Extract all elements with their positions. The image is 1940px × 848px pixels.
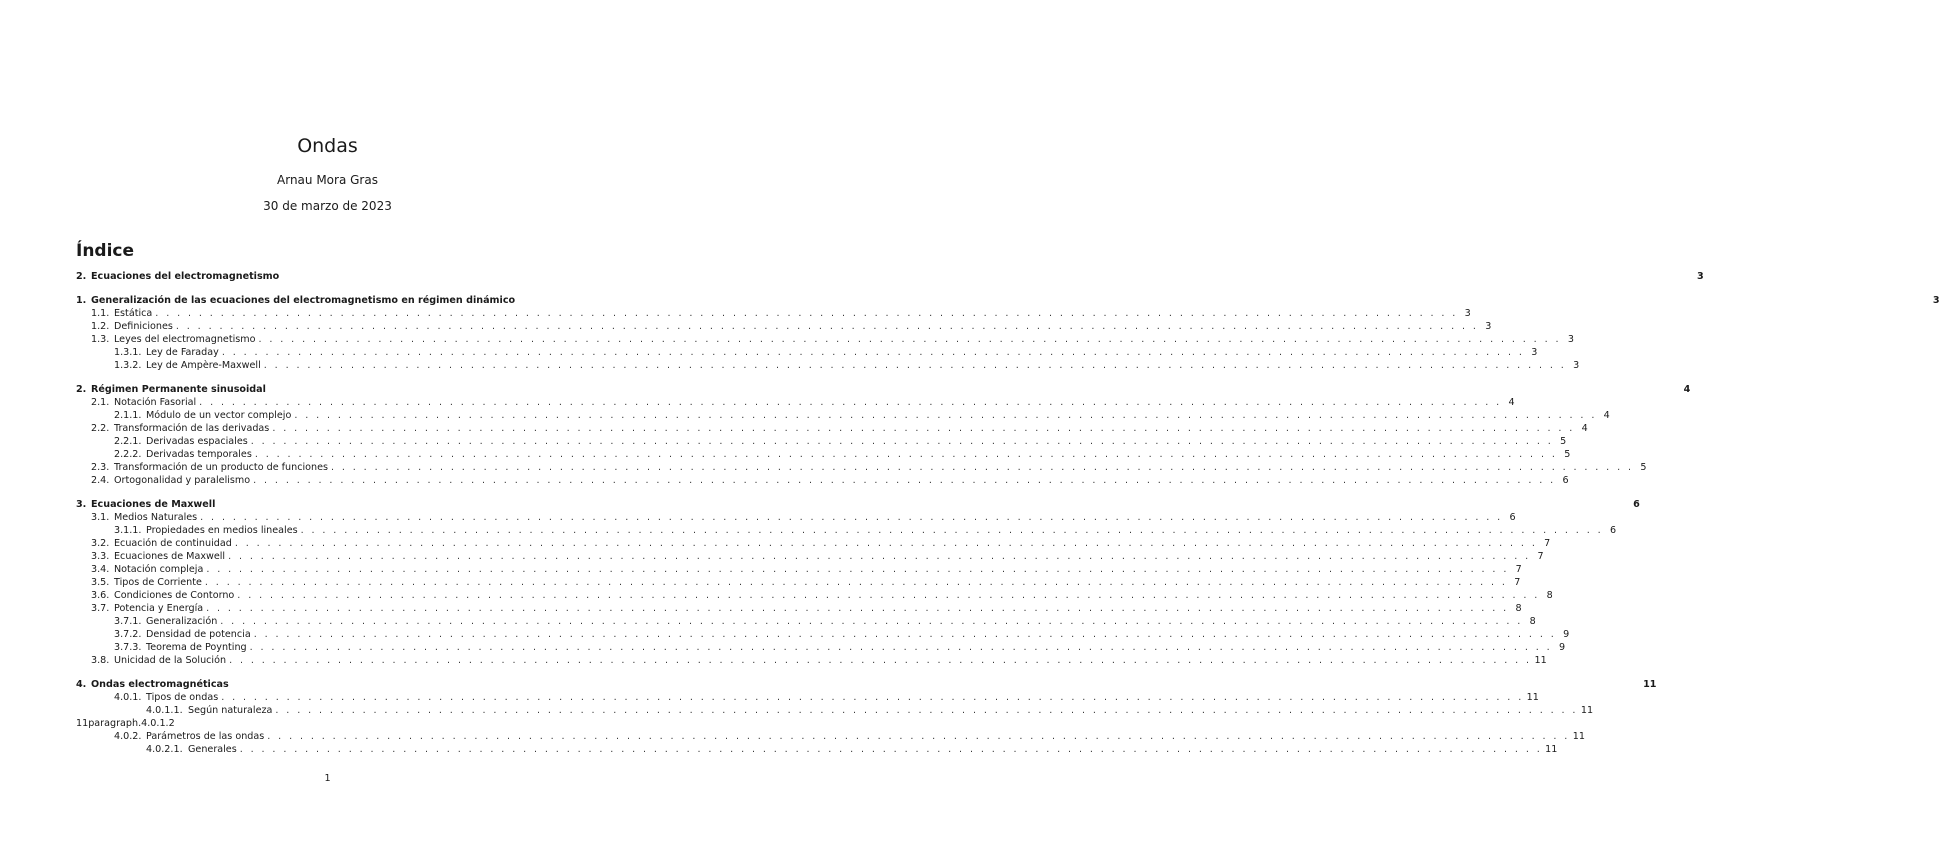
toc-entry[interactable] [76,524,1617,537]
toc-entry-title: Ecuaciones de Maxwell [114,551,226,562]
toc-entry-number: 4. [76,679,87,690]
toc-dot-leader [266,383,1680,396]
toc-entry[interactable] [76,307,1471,320]
toc-entry-page: 7 [1544,538,1551,549]
toc-entry-number: 1.3.2. [114,360,142,371]
toc-entry-title: Definiciones [114,321,173,332]
toc-dot-leader: . . . . . . . . . . . . . . . . . . . . . . . . . . . . . . . . . . . . . . . . . . . . . . . . . . . . . . . . . . . . . . . . . . . . . . . . . . . . . . . . . . . . . . . . . . . . . . . . . . . . . . . . . . . . . . . . . . . . . . . . [199,397,1502,408]
toc-entry-page: 3 [1696,271,1704,282]
toc-entry-number: 3.2. [91,538,110,549]
page-number: 1 [324,773,331,784]
toc-entry[interactable] [76,409,1610,422]
toc-entry-number: 3.6. [91,590,110,601]
toc-dot-leader: . . . . . . . . . . . . . . . . . . . . . . . . . . . . . . . . . . . . . . . . . . . . . . . . . . . . . . . . . . . . . . . . . . . . . . . . . . . . . . . . . . . . . . . . . . . . . . . . . . . . . . . . . . . . . . . . . . . . . . . . [229,655,1532,666]
toc-entry-title: Según naturaleza [188,705,273,716]
toc-dot-leader: . . . . . . . . . . . . . . . . . . . . . . . . . . . . . . . . . . . . . . . . . . . . . . . . . . . . . . . . . . . . . . . . . . . . . . . . . . . . . . . . . . . . . . . . . . . . . . . . . . . . . . . . . . . . . . . . . . . . . . . . [253,475,1556,486]
toc-entry[interactable] [76,270,1704,283]
toc-entry-number: 2.2.2. [114,449,142,460]
toc-entry-number: 3.8. [91,655,110,666]
toc-dot-leader: . . . . . . . . . . . . . . . . . . . . . . . . . . . . . . . . . . . . . . . . . . . . . . . . . . . . . . . . . . . . . . . . . . . . . . . . . . . . . . . . . . . . . . . . . . . . . . . . . . . . . . . . . . . . . . . . . . . . . . . . [234,538,1538,549]
toc-dot-leader: . . . . . . . . . . . . . . . . . . . . . . . . . . . . . . . . . . . . . . . . . . . . . . . . . . . . . . . . . . . . . . . . . . . . . . . . . . . . . . . . . . . . . . . . . . . . . . . . . . . . . . . . . . . . . . . . . . . . . . . . [249,642,1553,653]
toc-entry[interactable] [76,498,1640,511]
toc-entry-number: 2.1.1. [114,410,142,421]
toc-dot-leader: . . . . . . . . . . . . . . . . . . . . . . . . . . . . . . . . . . . . . . . . . . . . . . . . . . . . . . . . . . . . . . . . . . . . . . . . . . . . . . . . . . . . . . . . . . . . . . . . . . . . . . . . . . . . . . . . . . . . . . . . [272,423,1575,434]
toc-entry[interactable] [76,691,1539,704]
toc-entry-page: 3 [1464,308,1471,319]
toc-entry[interactable] [76,359,1580,372]
toc-entry-title: Derivadas espaciales [146,436,248,447]
toc-entry-title: Régimen Permanente sinusoidal [91,384,266,395]
toc-entry-title: Transformación de las derivadas [114,423,270,434]
toc-entry-page: 11 [1643,679,1657,690]
toc-entry[interactable] [76,602,1522,615]
toc-dot-leader: . . . . . . . . . . . . . . . . . . . . . . . . . . . . . . . . . . . . . . . . . . . . . . . . . . . . . . . . . . . . . . . . . . . . . . . . . . . . . . . . . . . . . . . . . . . . . . . . . . . . . . . . . . . . . . . . . . . . . . . . [330,462,1634,473]
toc-entry-number: 3.1.1. [114,525,142,536]
toc-entry-number: 4.0.1. [114,692,142,703]
toc-dot-leader: . . . . . . . . . . . . . . . . . . . . . . . . . . . . . . . . . . . . . . . . . . . . . . . . . . . . . . . . . . . . . . . . . . . . . . . . . . . . . . . . . . . . . . . . . . . . . . . . . . . . . . . . . . . . . . . . . . . . . . . . [206,603,1509,614]
toc-dot-leader [215,498,1629,511]
toc-entry-title: Tipos de Corriente [114,577,202,588]
toc-entry[interactable] [76,550,1544,563]
toc-entry-page: 11 [1572,731,1585,742]
toc-entry[interactable] [76,474,1569,487]
toc-dot-leader: . . . . . . . . . . . . . . . . . . . . . . . . . . . . . . . . . . . . . . . . . . . . . . . . . . . . . . . . . . . . . . . . . . . . . . . . . . . . . . . . . . . . . . . . . . . . . . . . . . . . . . . . . . . . . . . . . . . . . . . . [254,449,1558,460]
toc-dot-leader: . . . . . . . . . . . . . . . . . . . . . . . . . . . . . . . . . . . . . . . . . . . . . . . . . . . . . . . . . . . . . . . . . . . . . . . . . . . . . . . . . . . . . . . . . . . . . . . . . . . . . . . . . . . . . . . . . . . . . . . . [239,744,1543,755]
toc-dot-leader [515,294,1929,307]
toc-entry-title: Estática [114,308,153,319]
toc-dot-leader: . . . . . . . . . . . . . . . . . . . . . . . . . . . . . . . . . . . . . . . . . . . . . . . . . . . . . . . . . . . . . . . . . . . . . . . . . . . . . . . . . . . . . . . . . . . . . . . . . . . . . . . . . . . . . . . . . . . . . . . . [253,629,1557,640]
toc-dot-leader: . . . . . . . . . . . . . . . . . . . . . . . . . . . . . . . . . . . . . . . . . . . . . . . . . . . . . . . . . . . . . . . . . . . . . . . . . . . . . . . . . . . . . . . . . . . . . . . . . . . . . . . . . . . . . . . . . . . . . . . . [267,731,1570,742]
toc-entry[interactable] [76,730,1585,743]
toc-entry-number: 2. [76,271,87,282]
toc-entry-title: Generalización de las ecuaciones del electromagnetismo en régimen dinámico [91,295,516,306]
toc-entry-number: 4.0.1.1. [146,705,183,716]
toc-entry[interactable] [76,294,1940,307]
toc-entry-page: 7 [1515,564,1522,575]
toc-entry[interactable] [76,511,1516,524]
toc-entry-title: Unicidad de la Solución [114,655,227,666]
toc-entry-title: Densidad de potencia [146,629,251,640]
toc-entry-title: Ecuación de continuidad [114,538,232,549]
toc-entry-page: 8 [1529,616,1536,627]
toc-entry[interactable] [76,678,1657,691]
toc-entry-page: 9 [1558,642,1566,653]
toc-entry-title: Medios Naturales [114,512,198,523]
toc-entry-number: 4.0.2.1. [146,744,183,755]
toc-entry[interactable] [76,396,1515,409]
toc-entry-title: Ecuaciones de Maxwell [91,499,216,510]
toc-dot-leader: . . . . . . . . . . . . . . . . . . . . . . . . . . . . . . . . . . . . . . . . . . . . . . . . . . . . . . . . . . . . . . . . . . . . . . . . . . . . . . . . . . . . . . . . . . . . . . . . . . . . . . . . . . . . . . . . . . . . . . . . [300,525,1604,536]
toc-entry[interactable] [76,704,1594,717]
toc-entry-number: 1.1. [91,308,110,319]
toc-entry-title: Leyes del electromagnetismo [114,334,256,345]
toc-entry-page: 5 [1564,449,1571,460]
toc-dot-leader: . . . . . . . . . . . . . . . . . . . . . . . . . . . . . . . . . . . . . . . . . . . . . . . . . . . . . . . . . . . . . . . . . . . . . . . . . . . . . . . . . . . . . . . . . . . . . . . . . . . . . . . . . . . . . . . . . . . . . . . . [206,564,1509,575]
toc-entry[interactable] [76,641,1566,654]
toc-entry[interactable] [76,563,1522,576]
toc-entry-title: Módulo de un vector complejo [146,410,292,421]
toc-entry[interactable] [76,615,1536,628]
toc-entry-title: Propiedades en medios lineales [146,525,298,536]
toc-entry-number: 3.7.2. [114,629,142,640]
toc-dot-leader: . . . . . . . . . . . . . . . . . . . . . . . . . . . . . . . . . . . . . . . . . . . . . . . . . . . . . . . . . . . . . . . . . . . . . . . . . . . . . . . . . . . . . . . . . . . . . . . . . . . . . . . . . . . . . . . . . . . . . . . . [221,692,1524,703]
toc-dot-leader: . . . . . . . . . . . . . . . . . . . . . . . . . . . . . . . . . . . . . . . . . . . . . . . . . . . . . . . . . . . . . . . . . . . . . . . . . . . . . . . . . . . . . . . . . . . . . . . . . . . . . . . . . . . . . . . . . . . . . . . . [175,321,1479,332]
document-date: 30 de marzo de 2023 [263,199,392,213]
toc-dot-leader [279,270,1693,283]
toc-dot-leader: . . . . . . . . . . . . . . . . . . . . . . . . . . . . . . . . . . . . . . . . . . . . . . . . . . . . . . . . . . . . . . . . . . . . . . . . . . . . . . . . . . . . . . . . . . . . . . . . . . . . . . . . . . . . . . . . . . . . . . . . [263,360,1567,371]
toc-entry[interactable] [76,628,1570,641]
toc-stray-text: 11paragraph.4.0.1.2 [76,718,175,729]
toc-entry[interactable] [76,448,1571,461]
toc-entry-title: Tipos de ondas [146,692,219,703]
toc-entry-title: Derivadas temporales [146,449,252,460]
toc-entry-title: Potencia y Energía [114,603,204,614]
toc-entry-page: 11 [1526,692,1539,703]
toc-entry-page: 7 [1537,551,1544,562]
toc-entry-number: 3. [76,499,87,510]
toc-entry[interactable] [76,346,1538,359]
toc-dot-leader: . . . . . . . . . . . . . . . . . . . . . . . . . . . . . . . . . . . . . . . . . . . . . . . . . . . . . . . . . . . . . . . . . . . . . . . . . . . . . . . . . . . . . . . . . . . . . . . . . . . . . . . . . . . . . . . . . . . . . . . . [275,705,1578,716]
toc-entry-title: Ondas electromagnéticas [91,679,229,690]
toc-entry-page: 4 [1508,397,1515,408]
toc-entry-title: Notación Fasorial [114,397,197,408]
toc-entry-number: 1.2. [91,321,110,332]
toc-entry-number: 4.0.2. [114,731,142,742]
toc-entry-page: 4 [1603,410,1610,421]
toc-entry[interactable] [76,576,1521,589]
toc-entry-page: 3 [1567,334,1574,345]
toc-entry-page: 8 [1546,590,1553,601]
toc-dot-leader: . . . . . . . . . . . . . . . . . . . . . . . . . . . . . . . . . . . . . . . . . . . . . . . . . . . . . . . . . . . . . . . . . . . . . . . . . . . . . . . . . . . . . . . . . . . . . . . . . . . . . . . . . . . . . . . . . . . . . . . . [220,616,1523,627]
toc-entry-page: 6 [1633,499,1640,510]
toc-entry[interactable] [76,320,1492,333]
toc-entry-number: 2.2. [91,423,110,434]
toc-entry-number: 3.7.3. [114,642,142,653]
toc-heading: Índice [76,241,135,261]
toc-entry-title: Parámetros de las ondas [146,731,265,742]
toc-entry-number: 3.1. [91,512,110,523]
toc-dot-leader: . . . . . . . . . . . . . . . . . . . . . . . . . . . . . . . . . . . . . . . . . . . . . . . . . . . . . . . . . . . . . . . . . . . . . . . . . . . . . . . . . . . . . . . . . . . . . . . . . . . . . . . . . . . . . . . . . . . . . . . . [155,308,1458,319]
toc-entry-page: 11 [1534,655,1547,666]
toc-entry-title: Ecuaciones del electromagnetismo [91,271,280,282]
toc-entry-page: 3 [1531,347,1538,358]
toc-entry-page: 5 [1560,436,1567,447]
toc-entry[interactable] [76,589,1553,602]
toc-entry-number: 3.3. [91,551,110,562]
toc-entry-page: 11 [1580,705,1594,716]
toc-dot-leader: . . . . . . . . . . . . . . . . . . . . . . . . . . . . . . . . . . . . . . . . . . . . . . . . . . . . . . . . . . . . . . . . . . . . . . . . . . . . . . . . . . . . . . . . . . . . . . . . . . . . . . . . . . . . . . . . . . . . . . . . [228,551,1531,562]
toc-entry-title: Generales [188,744,237,755]
toc-entry-title: Notación compleja [114,564,204,575]
toc-entry-number: 1.3. [91,334,110,345]
toc-entry-page: 3 [1932,295,1940,306]
toc-entry-number: 2.1. [91,397,110,408]
toc-entry-title: Generalización [146,616,218,627]
toc-entry-page: 9 [1563,629,1570,640]
toc-entry-page: 3 [1485,321,1492,332]
toc-entry-title: Ortogonalidad y paralelismo [114,475,251,486]
toc-entry-page: 6 [1509,512,1516,523]
toc-dot-leader: . . . . . . . . . . . . . . . . . . . . . . . . . . . . . . . . . . . . . . . . . . . . . . . . . . . . . . . . . . . . . . . . . . . . . . . . . . . . . . . . . . . . . . . . . . . . . . . . . . . . . . . . . . . . . . . . . . . . . . . . [204,577,1508,588]
toc-entry-number: 2.3. [91,462,110,473]
toc-dot-leader: . . . . . . . . . . . . . . . . . . . . . . . . . . . . . . . . . . . . . . . . . . . . . . . . . . . . . . . . . . . . . . . . . . . . . . . . . . . . . . . . . . . . . . . . . . . . . . . . . . . . . . . . . . . . . . . . . . . . . . . . [221,347,1525,358]
toc-entry-title: Transformación de un producto de funciones [114,462,328,473]
toc-entry-number: 1.3.1. [114,347,142,358]
toc-entry-number: 3.7. [91,603,110,614]
toc-entry[interactable] [76,435,1567,448]
toc-entry-number: 2. [76,384,87,395]
toc-dot-leader: . . . . . . . . . . . . . . . . . . . . . . . . . . . . . . . . . . . . . . . . . . . . . . . . . . . . . . . . . . . . . . . . . . . . . . . . . . . . . . . . . . . . . . . . . . . . . . . . . . . . . . . . . . . . . . . . . . . . . . . . [294,410,1597,421]
toc-entry[interactable] [76,333,1574,346]
toc-dot-leader: . . . . . . . . . . . . . . . . . . . . . . . . . . . . . . . . . . . . . . . . . . . . . . . . . . . . . . . . . . . . . . . . . . . . . . . . . . . . . . . . . . . . . . . . . . . . . . . . . . . . . . . . . . . . . . . . . . . . . . . . [250,436,1554,447]
toc-entry-title: Condiciones de Contorno [114,590,235,601]
toc-dot-leader: . . . . . . . . . . . . . . . . . . . . . . . . . . . . . . . . . . . . . . . . . . . . . . . . . . . . . . . . . . . . . . . . . . . . . . . . . . . . . . . . . . . . . . . . . . . . . . . . . . . . . . . . . . . . . . . . . . . . . . . . [237,590,1540,601]
toc-entry-page: 6 [1609,525,1617,536]
toc-entry-title: Ley de Faraday [146,347,219,358]
toc-entry-page: 6 [1562,475,1569,486]
toc-dot-leader: . . . . . . . . . . . . . . . . . . . . . . . . . . . . . . . . . . . . . . . . . . . . . . . . . . . . . . . . . . . . . . . . . . . . . . . . . . . . . . . . . . . . . . . . . . . . . . . . . . . . . . . . . . . . . . . . . . . . . . . . [258,334,1561,345]
toc-entry-page: 7 [1514,577,1521,588]
toc-entry-title: Teorema de Poynting [146,642,247,653]
toc-entry-page: 5 [1640,462,1647,473]
toc-entry[interactable] [76,743,1558,756]
toc-entry-number: 1. [76,295,87,306]
toc-entry[interactable] [76,461,1647,474]
document-author: Arnau Mora Gras [277,173,378,187]
toc-entry-page: 3 [1573,360,1580,371]
toc-dot-leader [229,678,1643,691]
toc-entry[interactable] [76,422,1588,435]
toc-entry-number: 3.5. [91,577,110,588]
toc-entry-page: 4 [1581,423,1588,434]
toc-entry-number: 3.4. [91,564,110,575]
document-title: Ondas [297,135,358,157]
toc-entry-number: 2.4. [91,475,110,486]
toc-entry-number: 2.2.1. [114,436,142,447]
toc-entry-page: 8 [1515,603,1522,614]
toc-entry[interactable] [76,537,1551,550]
toc-dot-leader: . . . . . . . . . . . . . . . . . . . . . . . . . . . . . . . . . . . . . . . . . . . . . . . . . . . . . . . . . . . . . . . . . . . . . . . . . . . . . . . . . . . . . . . . . . . . . . . . . . . . . . . . . . . . . . . . . . . . . . . . [200,512,1503,523]
toc-entry-number: 3.7.1. [114,616,142,627]
toc-entry-title: Ley de Ampère-Maxwell [146,360,261,371]
toc-entry-page: 11 [1545,744,1558,755]
toc-entry[interactable] [76,383,1691,396]
toc-entry[interactable] [76,654,1547,667]
toc-entry-page: 4 [1683,384,1691,395]
